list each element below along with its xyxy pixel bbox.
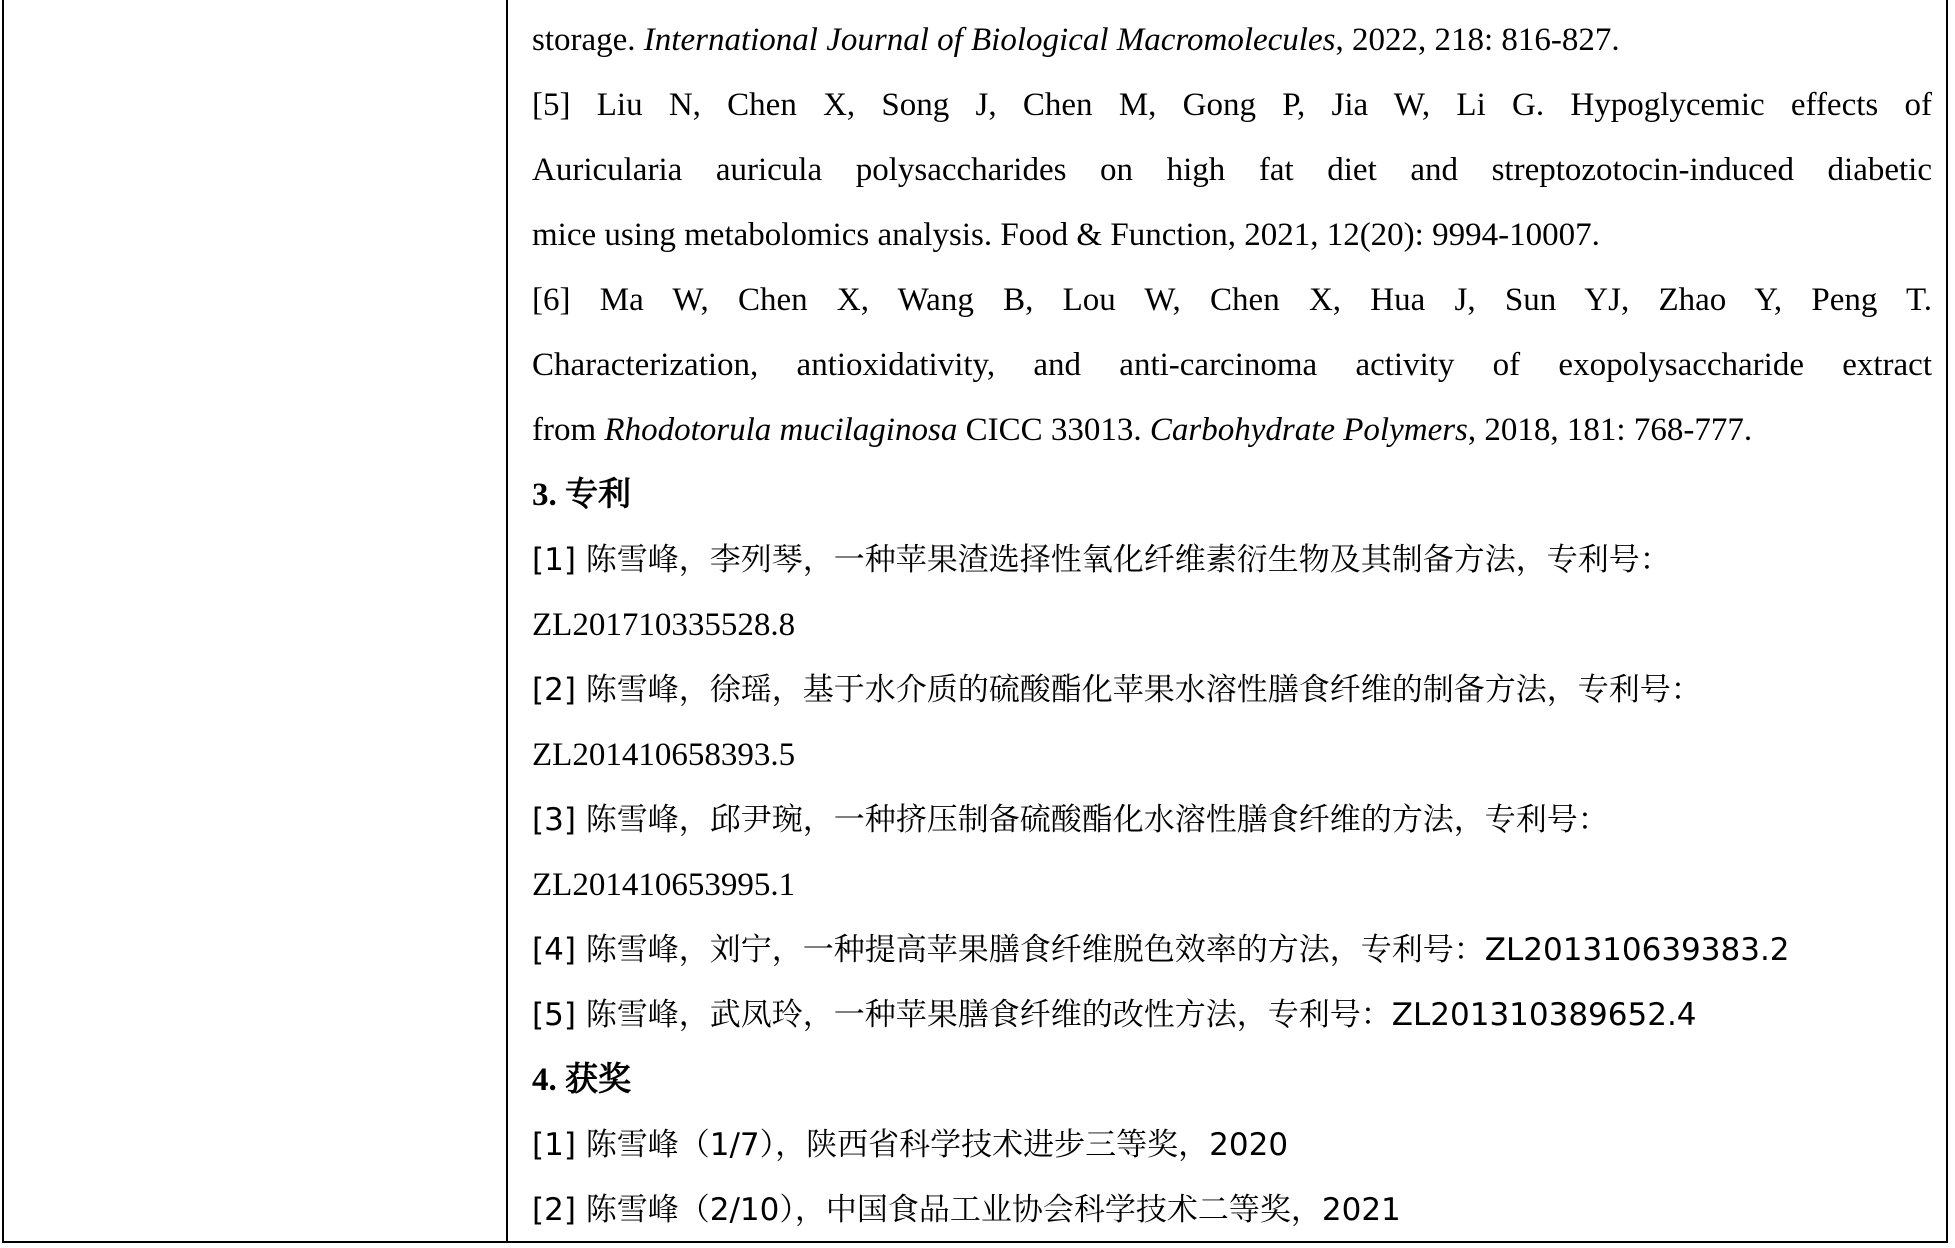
patent-4: [4] 陈雪峰，刘宁，一种提高苹果膳食纤维脱色效率的方法，专利号：ZL201310639383.2 [532,932,1790,968]
pub-6-species: Rhodotorula mucilaginosa [604,412,958,448]
pub-6-line-1: [6] Ma W, Chen X, Wang B, Lou W, Chen X, Hua J, Sun YJ, Zhao Y, Peng T. [532,282,1932,318]
pub-4-journal: International Journal of Biological Macromolecules [643,22,1336,58]
content-cell [508,0,1946,1241]
pub-6-text-a: from [532,412,605,448]
pub-4-details: , 2022, 218: 816-827. [1335,22,1620,58]
award-2: [2] 陈雪峰（2/10），中国食品工业协会科学技术二等奖，2021 [532,1192,1401,1228]
award-1: [1] 陈雪峰（1/7），陕西省科学技术进步三等奖，2020 [532,1127,1289,1163]
label-cell [4,0,508,1241]
patent-3-line-2: ZL201410653995.1 [532,867,796,903]
pub-6-text-b: CICC 33013. [957,412,1150,448]
patent-5: [5] 陈雪峰，武凤玲，一种苹果膳食纤维的改性方法，专利号：ZL201310389652.4 [532,997,1697,1033]
pub-5-line-2: Auricularia auricula polysaccharides on high fat diet and streptozotocin-induced diabetic [532,152,1932,188]
patent-2-line-1: [2] 陈雪峰，徐瑶，基于水介质的硫酸酯化苹果水溶性膳食纤维的制备方法，专利号： [532,672,1702,708]
patents-heading: 3. 专利 [532,477,631,513]
pub-6-line-3 [532,402,1932,467]
patent-1-line-2: ZL201710335528.8 [532,607,796,643]
resume-table [2,0,1948,1243]
pub-6-text-c: , 2018, 181: 768-777. [1467,412,1753,448]
patent-3-line-1: [3] 陈雪峰，邱尹琬，一种挤压制备硫酸酯化水溶性膳食纤维的方法，专利号： [532,802,1609,838]
pub-4-text: storage. [532,22,644,58]
patent-1-line-1: [1] 陈雪峰，李列琴，一种苹果渣选择性氧化纤维素衍生物及其制备方法，专利号： [532,542,1671,578]
pub-5-line-3: mice using metabolomics analysis. Food & Function, 2021, 12(20): 9994-10007. [532,217,1600,253]
patent-2-line-2: ZL201410658393.5 [532,737,796,773]
pub-6-line-2: Characterization, antioxidativity, and anti-carcinoma activity of exopolysaccharide extract [532,347,1932,383]
pub-5-line-1: [5] Liu N, Chen X, Song J, Chen M, Gong P, Jia W, Li G. Hypoglycemic effects of [532,87,1932,123]
pub-4-continuation [532,12,1932,77]
awards-heading: 4. 获奖 [532,1062,631,1098]
pub-6-journal: Carbohydrate Polymers [1149,412,1468,448]
